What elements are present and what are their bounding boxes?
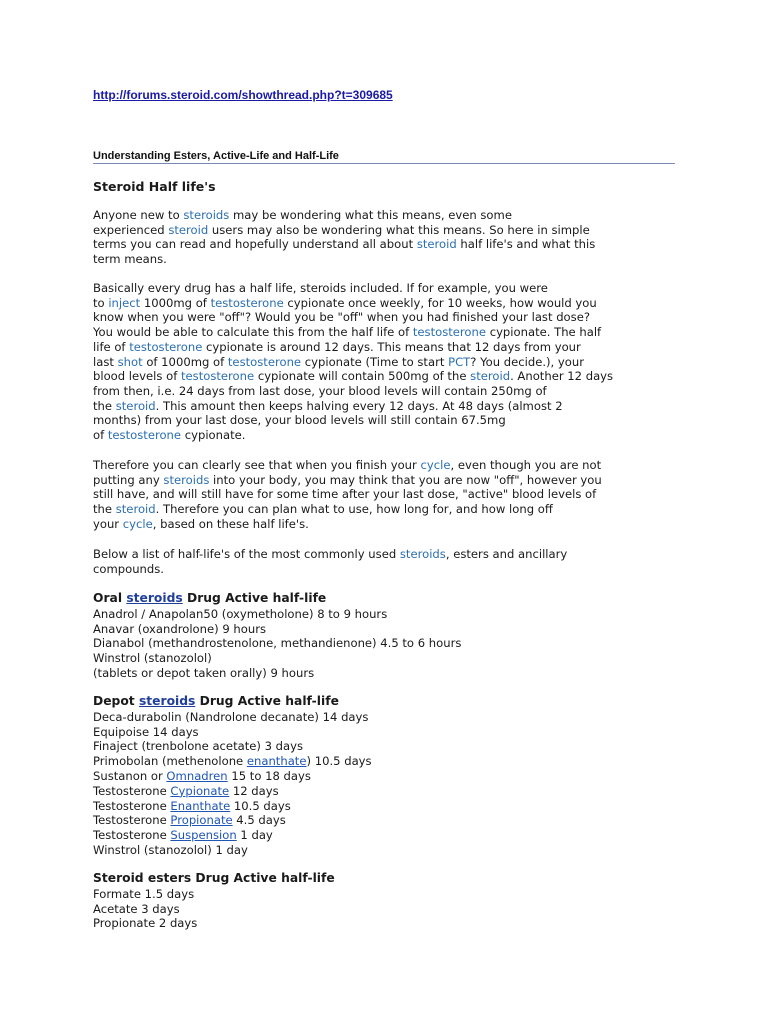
- list-heading: Steroid esters Drug Active half-life: [93, 871, 335, 885]
- text-line: Below a list of half-life's of the most commonly used steroids, esters and ancillary: [93, 547, 568, 561]
- keyword-link[interactable]: testosterone: [180, 369, 255, 384]
- text-line: term means.: [93, 252, 167, 267]
- text-line: from then, i.e. 24 days from last dose, your blood levels will contain 250mg of: [93, 383, 547, 398]
- text-line: putting any steroids into your body, you may think that you are now "off", however you: [93, 472, 602, 487]
- text-line: to inject 1000mg of testosterone cypionate once weekly, for 10 weeks, how would you: [93, 295, 597, 310]
- list-item: Deca-durabolin (Nandrolone decanate) 14 days: [93, 709, 369, 724]
- keyword-link[interactable]: inject: [108, 295, 141, 310]
- list-item: Equipoise 14 days: [93, 724, 199, 739]
- text-line: your cycle, based on these half life's.: [93, 516, 309, 531]
- list-item: Anavar (oxandrolone) 9 hours: [93, 621, 267, 636]
- keyword-link[interactable]: testosterone: [107, 428, 182, 443]
- oral-steroids-list: [93, 591, 683, 681]
- list-item: Testosterone Suspension 1 day: [93, 828, 273, 843]
- enanthate-link[interactable]: enanthate: [246, 754, 307, 769]
- text-line: Basically every drug has a half life, steroids included. If for example, you were: [93, 281, 548, 295]
- steroids-link[interactable]: steroids: [138, 694, 196, 708]
- list-item: Formate 1.5 days: [93, 886, 195, 901]
- steroid-esters-list: [93, 871, 683, 931]
- keyword-link[interactable]: steroid: [470, 369, 511, 384]
- list-item: (tablets or depot taken orally) 9 hours: [93, 665, 315, 680]
- keyword-link[interactable]: PCT: [448, 354, 471, 369]
- keyword-link[interactable]: testosterone: [412, 325, 487, 340]
- text-line: know when you were "off"? Would you be "off" when you had finished your last dose?: [93, 310, 590, 325]
- list-item: Testosterone Enanthate 10.5 days: [93, 798, 291, 813]
- text-line: of testosterone cypionate.: [93, 428, 246, 443]
- keyword-link[interactable]: shot: [117, 354, 143, 369]
- list-item: Dianabol (methandrostenolone, methandienone) 4.5 to 6 hours: [93, 636, 462, 651]
- text-line: terms you can read and hopefully understand all about steroid half life's and what this: [93, 237, 596, 252]
- paragraph-list-intro: [93, 547, 683, 576]
- text-line: Anyone new to steroids may be wondering what this means, even some: [93, 208, 512, 222]
- text-line: months) from your last dose, your blood levels will still contain 67.5mg: [93, 413, 506, 428]
- list-item: Anadrol / Anapolan50 (oxymetholone) 8 to 9 hours: [93, 606, 388, 621]
- section-title: Steroid Half life's: [93, 179, 216, 194]
- list-item: Primobolan (methenolone enanthate) 10.5 days: [93, 754, 372, 769]
- keyword-link[interactable]: steroid: [115, 502, 156, 517]
- depot-steroids-list: [93, 694, 683, 858]
- text-line: the steroid. This amount then keeps halving every 12 days. At 48 days (almost 2: [93, 398, 563, 413]
- steroids-link[interactable]: steroids: [126, 591, 183, 605]
- list-item: Acetate 3 days: [93, 901, 180, 916]
- text-line: compounds.: [93, 561, 164, 576]
- list-item: Propionate 2 days: [93, 916, 198, 931]
- suspension-link[interactable]: Suspension: [170, 828, 237, 843]
- paragraph-intro: [93, 208, 683, 267]
- text-line: blood levels of testosterone cypionate will contain 500mg of the steroid. Another 12 days: [93, 369, 614, 384]
- list-item: Testosterone Propionate 4.5 days: [93, 813, 286, 828]
- text-line: Therefore you can clearly see that when you finish your cycle, even though you are not: [93, 458, 602, 472]
- list-heading: Oral steroids Drug Active half-life: [93, 591, 327, 605]
- keyword-link[interactable]: steroids: [183, 208, 230, 222]
- list-item: Finaject (trenbolone acetate) 3 days: [93, 739, 304, 754]
- keyword-link[interactable]: testosterone: [129, 339, 203, 354]
- text-line: still have, and will still have for some time after your last dose, "active" blood levels of: [93, 487, 597, 502]
- paragraph-half-life-example: [93, 281, 683, 443]
- list-item: Winstrol (stanozolol) 1 day: [93, 842, 248, 857]
- text-line: life of testosterone cypionate is around 12 days. This means that 12 days from your: [93, 339, 581, 354]
- keyword-link[interactable]: cycle: [420, 458, 451, 472]
- list-item: Winstrol (stanozolol): [93, 651, 212, 666]
- keyword-link[interactable]: steroids: [399, 547, 446, 561]
- text-line: last shot of 1000mg of testosterone cypionate (Time to start PCT? You decide.), your: [93, 354, 584, 369]
- propionate-link[interactable]: Propionate: [170, 813, 233, 828]
- keyword-link[interactable]: steroids: [163, 472, 210, 487]
- keyword-link[interactable]: testosterone: [227, 354, 302, 369]
- keyword-link[interactable]: cycle: [122, 516, 153, 531]
- keyword-link[interactable]: testosterone: [210, 295, 284, 310]
- keyword-link[interactable]: steroid: [416, 237, 457, 252]
- text-line: the steroid. Therefore you can plan what to use, how long for, and how long off: [93, 502, 553, 517]
- paragraph-cycle: [93, 458, 683, 532]
- list-item: Sustanon or Omnadren 15 to 18 days: [93, 768, 311, 783]
- list-heading: Depot steroids Drug Active half-life: [93, 694, 339, 708]
- source-link[interactable]: http://forums.steroid.com/showthread.php?t=309685: [93, 88, 393, 102]
- text-line: experienced steroid users may also be wondering what this means. So here in simple: [93, 222, 590, 237]
- list-item: Testosterone Cypionate 12 days: [93, 783, 279, 798]
- keyword-link[interactable]: steroid: [168, 222, 209, 237]
- document-header-title: Understanding Esters, Active-Life and Half-Life: [93, 150, 675, 164]
- cypionate-link[interactable]: Cypionate: [170, 783, 230, 798]
- text-line: You would be able to calculate this from the half life of testosterone cypionate. The half: [93, 325, 602, 340]
- omnadren-link[interactable]: Omnadren: [166, 768, 228, 783]
- enanthate-link[interactable]: Enanthate: [170, 798, 231, 813]
- keyword-link[interactable]: steroid: [115, 398, 156, 413]
